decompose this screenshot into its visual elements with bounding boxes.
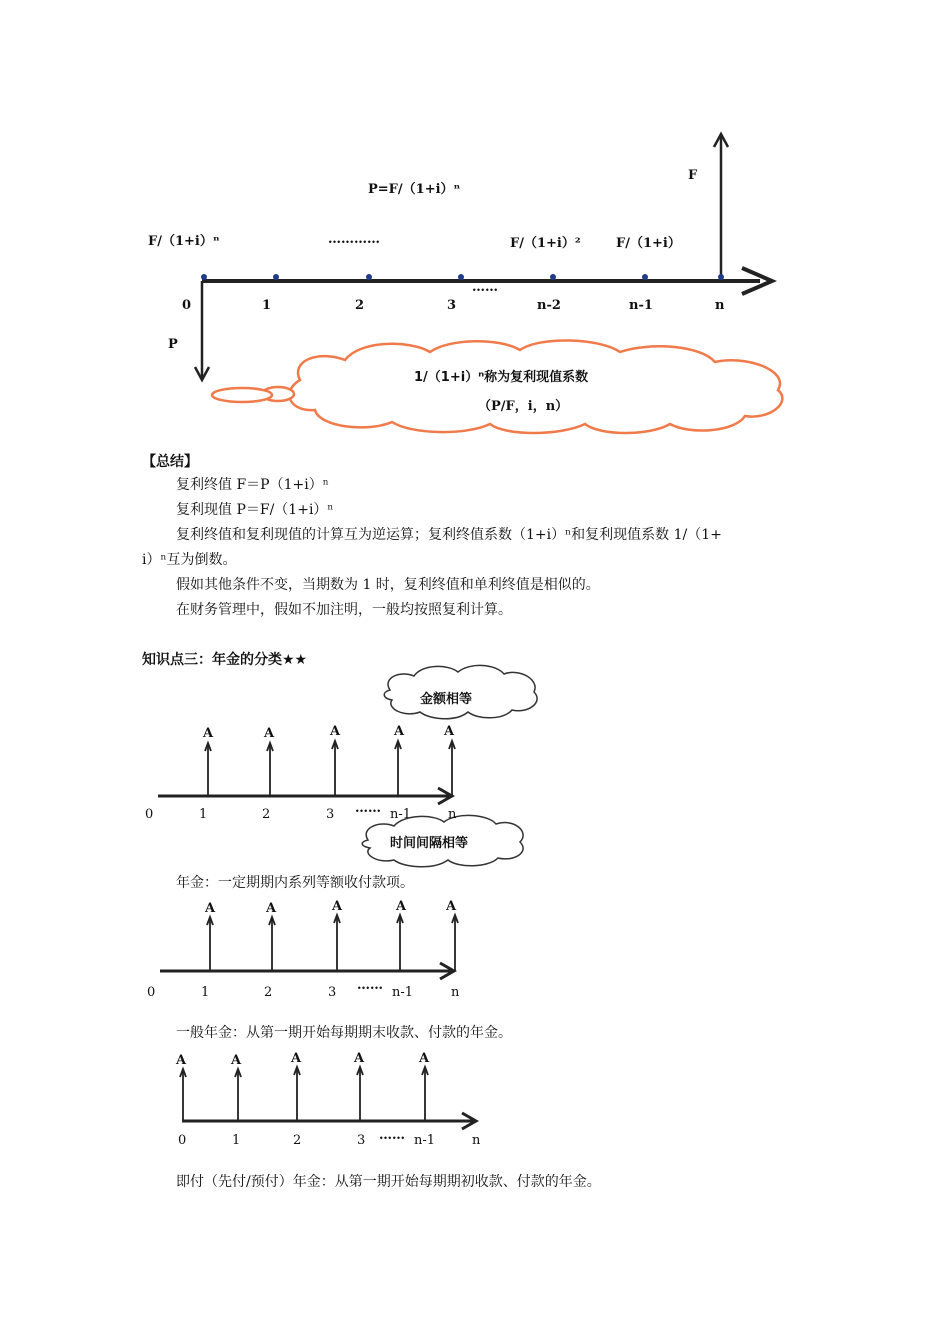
arrow-label-a3: A xyxy=(291,1051,302,1066)
arrow-label-a3: A xyxy=(330,724,341,739)
tick-n-1: n-1 xyxy=(629,298,653,313)
tick-n-1: n-1 xyxy=(390,807,412,822)
tick-2: 2 xyxy=(293,1133,302,1148)
arrow-label-a4: A xyxy=(394,724,405,739)
axis-dots: …… xyxy=(472,280,498,295)
arrow-label-a2: A xyxy=(231,1053,242,1068)
tick-1: 1 xyxy=(201,985,210,1000)
tick-n: n xyxy=(715,298,725,313)
arrow-label-a1: A xyxy=(203,726,214,741)
cloud-bottom-text: 时间间隔相等 xyxy=(390,836,469,851)
tick-2: 2 xyxy=(355,298,365,313)
arrow-label-a2: A xyxy=(264,726,275,741)
arrow-label-a4: A xyxy=(396,899,407,914)
tick-0: 0 xyxy=(178,1133,187,1148)
arrow-label-a1: A xyxy=(176,1053,187,1068)
summary-line3: 复利终值和复利现值的计算互为逆运算；复利终值系数（1+i）ⁿ和复利现值系数 1/（1+ xyxy=(176,527,722,543)
summary-line1: 复利终值 F＝P（1+i）ⁿ xyxy=(176,477,329,493)
dots-mid: ………… xyxy=(328,232,380,247)
arrow-label-a5: A xyxy=(446,899,457,914)
arrow-label-a5: A xyxy=(444,724,455,739)
tick-1: 1 xyxy=(232,1133,241,1148)
cloud-text-line1: 1/（1+i）ⁿ称为复利现值系数 xyxy=(414,370,589,385)
summary-line3b: i）ⁿ互为倒数。 xyxy=(142,552,237,568)
arrow-label-a5: A xyxy=(419,1051,430,1066)
tick-3: 3 xyxy=(447,298,457,313)
label-r1: F/（1+i） xyxy=(616,236,681,251)
tick-0: 0 xyxy=(182,298,192,313)
axis-dots: …… xyxy=(379,1128,405,1143)
label-f: F xyxy=(688,168,698,183)
tick-n-1: n-1 xyxy=(392,985,414,1000)
tick-3: 3 xyxy=(328,985,337,1000)
tick-n-1: n-1 xyxy=(414,1133,436,1148)
payment-arrows xyxy=(180,1067,428,1121)
section-title: 知识点三：年金的分类★★ xyxy=(142,652,308,668)
tick-n: n xyxy=(448,807,457,822)
label-p: P xyxy=(168,337,178,352)
axis-dots: …… xyxy=(357,978,383,993)
tick-0: 0 xyxy=(145,807,154,822)
arrow-label-a3: A xyxy=(332,899,343,914)
tick-2: 2 xyxy=(264,985,273,1000)
annuity-definition: 年金：一定期期内系列等额收付款项。 xyxy=(176,875,414,891)
summary-line2: 复利现值 P＝F/（1+i）ⁿ xyxy=(176,502,334,518)
summary-line4: 假如其他条件不变，当期数为 1 时，复利终值和单利终值是相似的。 xyxy=(176,577,600,593)
summary-heading: 【总结】 xyxy=(142,454,198,470)
tick-n-2: n-2 xyxy=(537,298,561,313)
arrow-label-a4: A xyxy=(354,1051,365,1066)
formula-top: P=F/（1+i）ⁿ xyxy=(368,182,461,197)
label-r2: F/（1+i）² xyxy=(510,236,581,251)
tick-3: 3 xyxy=(357,1133,366,1148)
annuity-due-definition: 即付（先付/预付）年金：从第一期开始每期期初收款、付款的年金。 xyxy=(176,1174,601,1190)
tick-1: 1 xyxy=(199,807,208,822)
tick-n: n xyxy=(451,985,460,1000)
tick-n: n xyxy=(472,1133,481,1148)
summary-line5: 在财务管理中，假如不加注明，一般均按照复利计算。 xyxy=(176,602,512,618)
tick-1: 1 xyxy=(262,298,272,313)
axis-dots: …… xyxy=(355,801,381,816)
arrow-label-a2: A xyxy=(266,901,277,916)
cloud-top-text: 金额相等 xyxy=(420,692,473,707)
cloud-text-line2: （P/F，i，n） xyxy=(478,399,569,414)
tick-2: 2 xyxy=(262,807,271,822)
tick-3: 3 xyxy=(326,807,335,822)
tick-0: 0 xyxy=(147,985,156,1000)
arrow-label-a1: A xyxy=(205,901,216,916)
ordinary-annuity-definition: 一般年金：从第一期开始每期期末收款、付款的年金。 xyxy=(176,1025,512,1041)
label-left: F/（1+i）ⁿ xyxy=(148,234,220,249)
